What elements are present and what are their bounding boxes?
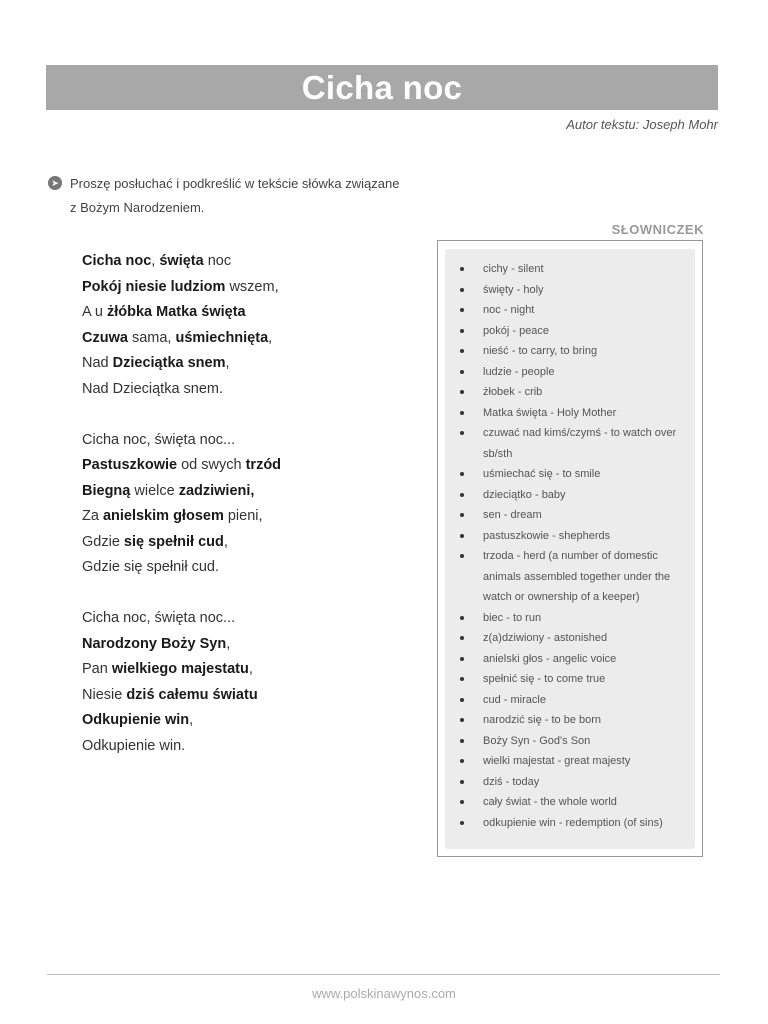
dictionary-item: z(a)dziwiony - astonished [445, 628, 695, 649]
poem-line [82, 351, 402, 377]
instruction [48, 172, 408, 220]
poem-text: , [223, 533, 228, 550]
poem-text: Za [82, 508, 103, 524]
highlighted-word: dziś całemu światu [126, 686, 258, 703]
poem-text: , [248, 661, 253, 677]
highlighted-word: wielkiego majestatu [111, 661, 249, 677]
dictionary-item: pastuszkowie - shepherds [445, 526, 695, 547]
poem-text: Cicha noc, święta noc... [82, 431, 236, 448]
highlighted-word: Pastuszkowie [82, 457, 178, 473]
poem-text: Nad [82, 355, 113, 371]
dictionary-item: cały świat - the whole world [445, 792, 695, 813]
poem-line [82, 377, 402, 403]
poem-text: sama, [127, 329, 176, 346]
poem-text: Nad Dzieciątka snem. [82, 380, 224, 397]
dictionary-item: dziś - today [445, 772, 695, 793]
dictionary-list [445, 249, 695, 833]
dictionary-item: wielki majestat - great majesty [445, 751, 695, 772]
footer-divider [47, 974, 720, 975]
poem-text: , [225, 355, 230, 371]
poem-line [82, 657, 402, 683]
poem-line [82, 479, 402, 505]
dictionary-item: anielski głos - angelic voice [445, 649, 695, 670]
highlighted-word: Dzieciątka snem [112, 355, 226, 371]
dictionary-item: biec - to run [445, 608, 695, 629]
poem-line [82, 275, 402, 301]
poem-text: od swych [177, 457, 246, 473]
poem-text: Odkupienie win. [82, 737, 186, 754]
highlighted-word: święta [159, 253, 204, 269]
poem-line [82, 249, 402, 275]
page-title: Cicha noc [301, 68, 463, 106]
poem-line [82, 530, 402, 556]
dictionary-item: odkupienie win - redemption (of sins) [445, 813, 695, 834]
dictionary-item: dzieciątko - baby [445, 485, 695, 506]
highlighted-word: Odkupienie win [82, 712, 190, 728]
title-bar [46, 65, 718, 110]
dictionary-item: noc - night [445, 300, 695, 321]
poem-text: Cicha noc, święta noc... [82, 610, 236, 626]
dictionary-item: narodzić się - to be born [445, 710, 695, 731]
poem-stanza [82, 249, 402, 402]
dictionary-item: żłobek - crib [445, 382, 695, 403]
dictionary-item: trzoda - herd (a number of domestic animals assembled together under the watch or ownership of a keeper) [445, 546, 695, 608]
poem-text: Gdzie się spełnił cud. [82, 559, 220, 575]
poem-text: , [189, 712, 194, 728]
instruction-text: Proszę posłuchać i podkreślić w tekście słówka związane z Bożym Narodzeniem. [70, 176, 400, 215]
poem [82, 249, 402, 759]
poem-text: , [268, 329, 273, 346]
highlighted-word: Czuwa [82, 329, 128, 346]
dictionary-item: pokój - peace [445, 321, 695, 342]
highlighted-word: zadziwieni, [178, 482, 255, 499]
highlighted-word: trzód [245, 457, 282, 473]
highlighted-word: się spełnił cud [123, 533, 224, 550]
dictionary-item: spełnić się - to come true [445, 669, 695, 690]
poem-line [82, 453, 402, 479]
dictionary-box [437, 240, 703, 857]
poem-stanza [82, 428, 402, 581]
poem-line [82, 734, 402, 760]
dictionary-title: SŁOWNICZEK [611, 222, 704, 237]
highlighted-word: Cicha noc [82, 253, 152, 269]
highlighted-word: uśmiechnięta [175, 329, 269, 346]
highlighted-word: Narodzony Boży Syn [82, 635, 227, 652]
poem-text: , [226, 635, 231, 652]
poem-text: wszem, [225, 278, 279, 295]
dictionary-item: cud - miracle [445, 690, 695, 711]
dictionary-item: Boży Syn - God's Son [445, 731, 695, 752]
poem-text: pieni, [223, 508, 263, 524]
poem-stanza [82, 606, 402, 759]
dictionary-item: nieść - to carry, to bring [445, 341, 695, 362]
poem-line [82, 632, 402, 658]
poem-text: wielce [130, 482, 179, 499]
dictionary-item: cichy - silent [445, 259, 695, 280]
dictionary-item: czuwać nad kimś/czymś - to watch over sb/sth [445, 423, 695, 464]
poem-text: noc [203, 253, 232, 269]
arrow-circle-icon: ➤ [48, 176, 62, 190]
highlighted-word: Biegną [82, 482, 131, 499]
highlighted-word: anielskim głosem [102, 508, 224, 524]
poem-line [82, 683, 402, 709]
dictionary-item: święty - holy [445, 280, 695, 301]
poem-text: Gdzie [82, 533, 124, 550]
poem-text: A u [82, 304, 107, 320]
poem-line [82, 708, 402, 734]
poem-text: Niesie [82, 686, 127, 703]
dictionary-item: ludzie - people [445, 362, 695, 383]
dictionary-item: Matka święta - Holy Mother [445, 403, 695, 424]
poem-line [82, 326, 402, 352]
author-credit: Autor tekstu: Joseph Mohr [566, 117, 718, 132]
poem-line [82, 606, 402, 632]
poem-line [82, 555, 402, 581]
dictionary-item: uśmiechać się - to smile [445, 464, 695, 485]
poem-line [82, 428, 402, 454]
poem-line [82, 300, 402, 326]
poem-text: , [151, 253, 160, 269]
poem-line [82, 504, 402, 530]
highlighted-word: Pokój niesie ludziom [82, 278, 226, 295]
dictionary-panel [445, 249, 695, 849]
highlighted-word: żłóbka Matka święta [107, 304, 246, 320]
poem-text: Pan [82, 661, 112, 677]
footer-url[interactable]: www.polskinawynos.com [312, 986, 456, 1001]
dictionary-item: sen - dream [445, 505, 695, 526]
